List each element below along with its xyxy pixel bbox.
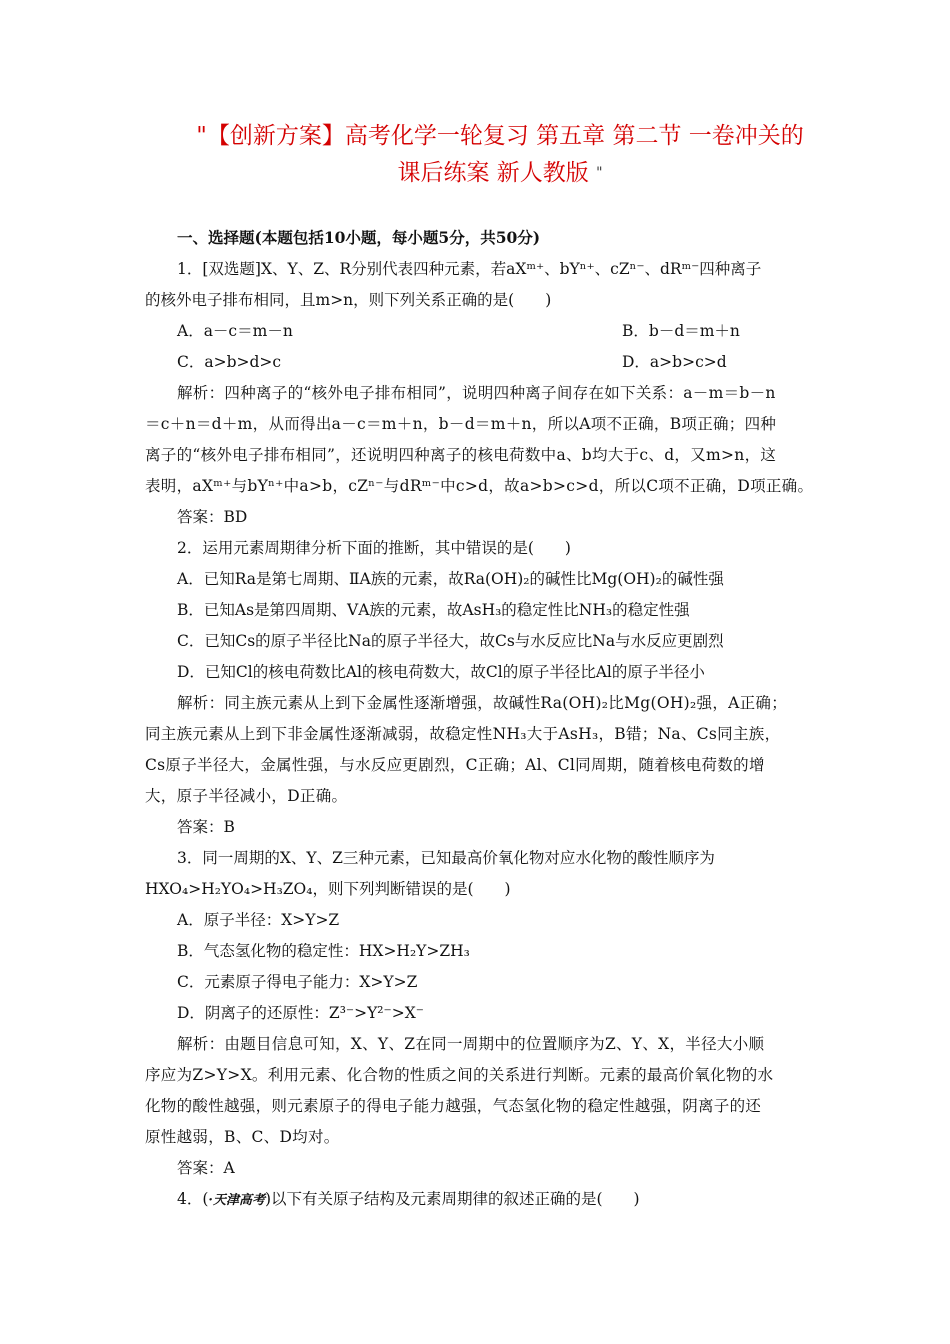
- q4-number: 4．(: [177, 1190, 209, 1208]
- q1-answer: 答案：BD: [177, 508, 248, 526]
- q3-option-d: D．阴离子的还原性：Z³⁻>Y²⁻>X⁻: [177, 1004, 424, 1022]
- q1-stem-line2: 的核外电子排布相同，且m>n，则下列关系正确的是( ): [145, 291, 552, 309]
- q1-explanation-line1: 解析：四种离子的“核外电子排布相同”，说明四种离子间存在如下关系：a－m＝b－n: [177, 384, 776, 402]
- q3-stem-line1: 3．同一周期的X、Y、Z三种元素，已知最高价氧化物对应水化物的酸性顺序为: [177, 849, 715, 867]
- q1-explanation-line4: 表明，aXᵐ⁺与bYⁿ⁺中a>b，cZⁿ⁻与dRᵐ⁻中c>d，故a>b>c>d，所以C项不正确，D项正确。: [145, 477, 814, 495]
- q1-stem-line1: 1．[双选题]X、Y、Z、R分别代表四种元素，若aXᵐ⁺、bYⁿ⁺、cZⁿ⁻、dRᵐ⁻四种离子: [177, 260, 762, 278]
- q2-explanation-line4: 大，原子半径减小，D正确。: [145, 787, 348, 805]
- q1-options-row2: [177, 352, 810, 372]
- document-title-line1: [120, 118, 880, 154]
- q1-option-b: B．b－d＝m＋n: [622, 322, 740, 340]
- q2-explanation-line3: Cs原子半径大，金属性强，与水反应更剧烈，C正确；Al、Cl同周期，随着核电荷数的增: [145, 756, 765, 774]
- q1-option-d: D．a>b>c>d: [622, 353, 727, 371]
- q4-source-tag: ·天津高考: [208, 1193, 265, 1208]
- q1-explanation-line2: ＝c＋n＝d＋m，从而得出a－c＝m＋n，b－d＝m＋n，所以A项不正确，B项正确；四种: [145, 415, 777, 433]
- title-open-quote: ": [196, 123, 207, 149]
- q2-option-c: C．已知Cs的原子半径比Na的原子半径大，故Cs与水反应比Na与水反应更剧烈: [177, 632, 724, 650]
- q3-option-b: B．气态氢化物的稳定性：HX>H₂Y>ZH₃: [177, 942, 470, 960]
- q3-option-a: A．原子半径：X>Y>Z: [177, 911, 340, 929]
- title-text-line2: 课后练案 新人教版: [397, 160, 589, 186]
- q2-stem: 2．运用元素周期律分析下面的推断，其中错误的是( ): [177, 539, 571, 557]
- q3-explanation-line3: 化物的酸性越强，则元素原子的得电子能力越强，气态氢化物的稳定性越强，阴离子的还: [145, 1097, 762, 1115]
- q1-option-a: A．a－c＝m－n: [177, 322, 293, 340]
- q2-explanation-line1: 解析：同主族元素从上到下金属性逐渐增强，故碱性Ra(OH)₂比Mg(OH)₂强，A正确；: [177, 694, 788, 712]
- q1-option-c: C．a>b>d>c: [177, 353, 282, 371]
- q3-option-c: C．元素原子得电子能力：X>Y>Z: [177, 973, 418, 991]
- q4-stem: [177, 1189, 810, 1211]
- q3-stem-line2: HXO₄>H₂YO₄>H₃ZO₄，则下列判断错误的是( ): [145, 880, 511, 898]
- q2-option-a: A．已知Ra是第七周期、ⅡA族的元素，故Ra(OH)₂的碱性比Mg(OH)₂的碱性强: [177, 570, 724, 588]
- title-close-quote: ": [596, 165, 603, 181]
- q1-options-row1: [177, 321, 810, 341]
- q3-explanation-line2: 序应为Z>Y>X。利用元素、化合物的性质之间的关系进行判断。元素的最高价氧化物的水: [145, 1066, 774, 1084]
- q2-option-b: B．已知As是第四周期、ⅤA族的元素，故AsH₃的稳定性比NH₃的稳定性强: [177, 601, 690, 619]
- title-text-line1: 【创新方案】高考化学一轮复习 第五章 第二节 一卷冲关的: [206, 123, 804, 149]
- q3-explanation-line4: 原性越弱，B、C、D均对。: [145, 1128, 340, 1146]
- document-title-line2: [120, 155, 880, 191]
- section-heading: 一、选择题(本题包括10小题，每小题5分，共50分): [177, 228, 541, 247]
- q3-answer: 答案：A: [177, 1159, 235, 1177]
- q2-option-d: D．已知Cl的核电荷数比Al的核电荷数大，故Cl的原子半径比Al的原子半径小: [177, 663, 705, 681]
- q3-explanation-line1: 解析：由题目信息可知，X、Y、Z在同一周期中的位置顺序为Z、Y、X，半径大小顺: [177, 1035, 765, 1053]
- q4-stem-text: )以下有关原子结构及元素周期律的叙述正确的是( ): [264, 1190, 640, 1208]
- q1-explanation-line3: 离子的“核外电子排布相同”，还说明四种离子的核电荷数中a、b均大于c、d，又m>n，这: [145, 446, 777, 464]
- q2-explanation-line2: 同主族元素从上到下非金属性逐渐减弱，故稳定性NH₃大于AsH₃，B错；Na、Cs同主族，: [145, 725, 781, 743]
- q2-answer: 答案：B: [177, 818, 235, 836]
